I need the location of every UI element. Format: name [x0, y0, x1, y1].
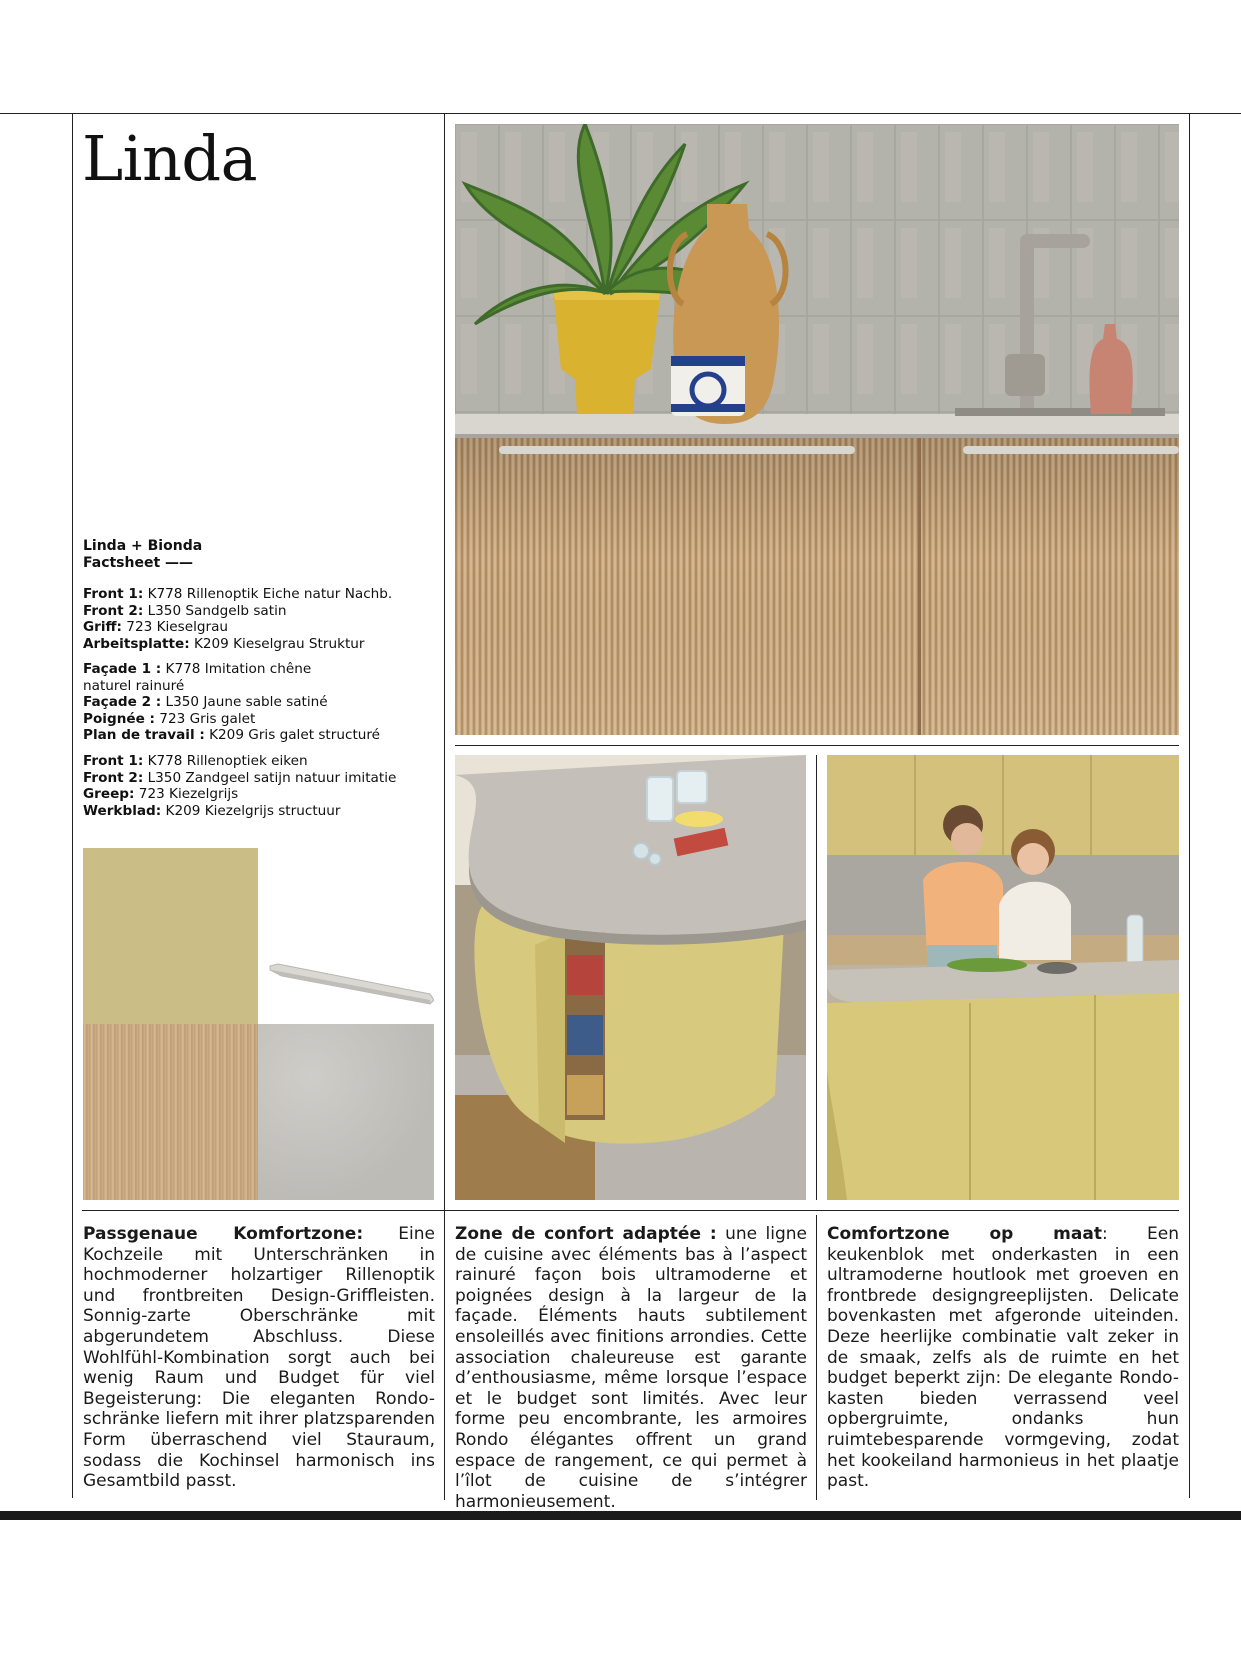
- swatch-front1-oak: [83, 1024, 258, 1200]
- text-dutch-heading: Comfortzone op maat: [827, 1224, 1102, 1244]
- left-column-rule: [72, 113, 73, 1498]
- photo-divider-rule: [455, 745, 1179, 746]
- page-title: Linda: [82, 122, 258, 195]
- spec-row: Arbeitsplatte: K209 Kieselgrau Struktur: [83, 635, 365, 652]
- spec-list-french: [83, 661, 380, 744]
- handle-swatch-icon: [258, 848, 434, 1024]
- text-german-heading: Passgenaue Komfortzone:: [83, 1224, 364, 1244]
- two-people-island-photo: [827, 755, 1179, 1200]
- spec-list-dutch: [83, 753, 396, 819]
- island-corner-photo: [455, 755, 806, 1200]
- spec-row: Poignée : 723 Gris galet: [83, 710, 256, 727]
- bottom-bar: [0, 1511, 1241, 1520]
- spec-list-german: [83, 586, 392, 652]
- spec-row: Plan de travail : K209 Gris galet structuré: [83, 727, 381, 744]
- top-rule: [0, 113, 1241, 114]
- text-german: [83, 1224, 435, 1492]
- text-dutch: [827, 1224, 1179, 1492]
- spec-row: Front 1: K778 Rillenoptik Eiche natur Nachb.: [83, 586, 393, 602]
- text-dutch-body: : Een keukenblok met onderkasten in een ultramoderne houtlook met groeven en frontbrede designgreeplijsten. Delicate bovenkasten met afgeronde uiteinden. Deze heerlijke combinatie valt zeker in de smaak, zelfs als de ruimte en het budget beperkt zijn: De elegante Rondo-kasten bieden verrassend veel opbergruimte, ondanks hun ruimtebesparende vormgeving, zodat het kookeiland harmonieus in het plaatje past.: [827, 1224, 1179, 1492]
- spec-row: Front 2: L350 Sandgelb satin: [83, 602, 287, 619]
- factsheet-heading-line1: Linda + Bionda: [83, 538, 203, 554]
- factsheet-heading-line2: Factsheet ——: [83, 555, 194, 571]
- swatch-worktop-kieselgrau: [258, 1024, 434, 1200]
- spec-row: Front 1: K778 Rillenoptiek eiken: [83, 753, 308, 769]
- swatch-handle-area: [258, 848, 434, 1024]
- spec-row: Front 2: L350 Zandgeel satijn natuur imitatie: [83, 769, 397, 786]
- text-french-heading: Zone de confort adaptée :: [455, 1224, 717, 1244]
- text-split-rule-1: [444, 1215, 445, 1500]
- kitchen-counter-photo: [455, 124, 1179, 735]
- right-column-rule: [1189, 113, 1190, 1498]
- text-section-rule: [82, 1210, 1179, 1211]
- spec-row: Griff: 723 Kieselgrau: [83, 619, 229, 636]
- spec-row: Werkblad: K209 Kiezelgrijs structuur: [83, 802, 341, 819]
- text-split-rule-2: [816, 1215, 817, 1500]
- text-german-body: Eine Kochzeile mit Unterschränken in hochmoderner holzartiger Rillenoptik und frontbreiten Design-Griffleisten. Sonnig-zarte Oberschränke mit abgerundetem Abschluss. Diese Wohlfühl-Kombination sorgt auch bei wenig Raum und Budget für viel Begeisterung: Die eleganten Rondo-schränke liefern mit ihrer platzsparenden Form überraschend viel Stauraum, sodass die Kochinsel harmonisch ins Gesamtbild passt.: [83, 1224, 435, 1492]
- factsheet-heading: [83, 538, 202, 572]
- spec-row: Façade 1 : K778 Imitation chêne: [83, 661, 312, 677]
- text-french: [455, 1224, 807, 1512]
- spec-row: Façade 2 : L350 Jaune sable satiné: [83, 694, 328, 711]
- text-french-body: une ligne de cuisine avec éléments bas à l’aspect rainuré façon bois ultramoderne et poignées design à la largeur de la façade. Éléments hauts subtilement ensoleillés avec finitions arrondies. Cette association chaleureuse est garante d’enthousiasme, même lorsque l’espace et le budget sont limités. Avec leur forme peu encombrante, les armoires Rondo élégantes offrent un grand espace de rangement, ce qui permet à l’îlot de cuisine de s’intégrer harmonieusement.: [455, 1224, 807, 1512]
- swatch-front2-sandgelb: [83, 848, 258, 1024]
- spec-row: naturel rainuré: [83, 677, 185, 694]
- photo-split-rule: [816, 755, 817, 1200]
- spec-row: Greep: 723 Kiezelgrijs: [83, 786, 239, 803]
